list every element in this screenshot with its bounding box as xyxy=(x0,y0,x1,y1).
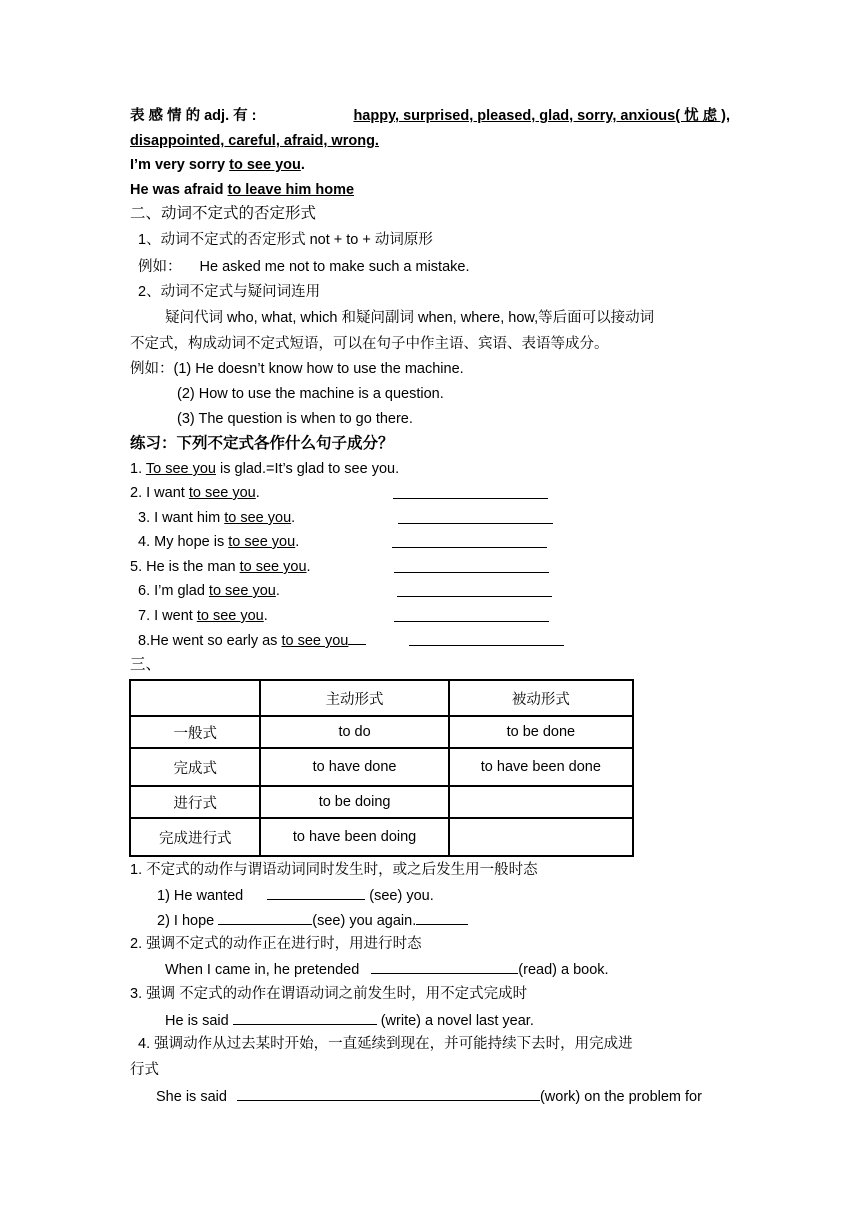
exercise-item xyxy=(138,630,366,651)
section-2-point-2: 2、动词不定式与疑问词连用 xyxy=(138,284,321,300)
answer-blank[interactable] xyxy=(397,582,552,597)
item-text: . xyxy=(263,608,268,624)
exercise-item xyxy=(130,483,260,503)
table-header-cell: 主动形式 xyxy=(260,680,448,716)
table-row-label: 完成进行式 xyxy=(130,818,260,856)
answer-blank[interactable] xyxy=(398,509,553,524)
item-underlined: to see you xyxy=(224,510,292,526)
section-3-heading: 三、 xyxy=(130,656,162,673)
table-row xyxy=(130,716,633,748)
example-text: (see) you. xyxy=(365,888,434,904)
table-cell: to have been done xyxy=(449,748,633,786)
intro-example-1 xyxy=(130,155,305,175)
section-2-example-4: (3) The question is when to go there. xyxy=(177,411,413,427)
answer-blank[interactable] xyxy=(416,910,468,925)
example-text: (write) a novel last year. xyxy=(376,1013,534,1029)
answer-blank[interactable] xyxy=(394,558,549,573)
exercise-heading: 练习：下列不定式各作什么句子成分？ xyxy=(130,435,394,452)
item-text: 6. I’m glad xyxy=(138,583,209,599)
table-row xyxy=(130,786,633,818)
answer-blank[interactable] xyxy=(392,533,547,548)
example-text: He was afraid xyxy=(130,182,228,198)
item-text: 1. xyxy=(130,461,146,477)
table-cell: to be doing xyxy=(260,786,448,818)
item-underlined: To see you xyxy=(145,461,216,477)
answer-blank[interactable] xyxy=(267,885,365,900)
example-text: (see) you again. xyxy=(312,913,417,929)
table-header-cell: 被动形式 xyxy=(449,680,633,716)
section-2-example-2 xyxy=(130,359,464,379)
item-text: . xyxy=(275,583,280,599)
item-underlined: to see you xyxy=(188,485,256,501)
underline-extension xyxy=(348,630,366,645)
table-cell: to have been doing xyxy=(260,818,448,856)
item-text: 8.He went so early as xyxy=(138,633,282,649)
item-text: 2. I want xyxy=(130,485,189,501)
example-label: 例如： xyxy=(138,259,182,275)
intro-adj-list-2: disappointed, careful, afraid, wrong. xyxy=(130,133,379,149)
table-cell: to have done xyxy=(260,748,448,786)
item-text: . xyxy=(306,559,311,575)
example-text: . xyxy=(300,157,305,173)
section-2-body-2: 不定式，构成动词不定式短语，可以在句子中作主语、宾语、表语等成分。 xyxy=(130,336,609,352)
answer-blank[interactable] xyxy=(394,607,549,622)
exercise-item xyxy=(130,459,399,479)
intro-example-2 xyxy=(130,180,354,200)
exercise-item xyxy=(130,557,311,577)
example-text: She is said xyxy=(156,1089,231,1105)
example-label: 例如： xyxy=(130,361,174,377)
item-text: . xyxy=(295,534,300,550)
answer-blank[interactable] xyxy=(409,631,564,646)
intro-prefix: 表 感 情 的 adj. 有 : xyxy=(130,108,257,124)
infinitive-forms-table xyxy=(129,679,634,857)
section-2-body-1: 疑问代词 who, what, which 和疑问副词 when, where, how,等后面可以接动词 xyxy=(165,310,655,326)
example-text: 1) He wanted xyxy=(157,888,244,904)
item-text: 7. I went xyxy=(138,608,197,624)
section-2-example-1 xyxy=(138,257,470,277)
example-text: (work) on the problem for xyxy=(539,1089,702,1105)
example-underlined: to leave him home xyxy=(227,182,355,198)
table-cell: to do xyxy=(260,716,448,748)
table-row-label: 完成式 xyxy=(130,748,260,786)
example-text: When I came in, he pretended xyxy=(165,962,364,978)
item-text: . xyxy=(291,510,296,526)
intro-line-1 xyxy=(130,106,730,126)
answer-blank[interactable] xyxy=(237,1086,540,1101)
example-text: (1) He doesn’t know how to use the machine. xyxy=(173,361,464,377)
table-cell xyxy=(449,786,633,818)
item-text: 5. He is the man xyxy=(130,559,240,575)
exercise-item xyxy=(138,606,268,626)
table-row xyxy=(130,818,633,856)
exercise-item xyxy=(138,508,295,528)
rule-2-example xyxy=(165,959,609,980)
section-2-point-1: 1、动词不定式的否定形式 not + to + 动词原形 xyxy=(138,232,433,248)
answer-blank[interactable] xyxy=(393,484,548,499)
rule-4-line-2: 行式 xyxy=(130,1062,159,1078)
example-text: I’m very sorry xyxy=(130,157,230,173)
rule-3: 3. 强调 不定式的动作在谓语动词之前发生时，用不定式完成时 xyxy=(130,986,528,1002)
table-cell xyxy=(130,680,260,716)
rule-1-example-b xyxy=(157,910,468,931)
item-underlined: to see you xyxy=(208,583,276,599)
rule-1: 1. 不定式的动作与谓语动词同时发生时，或之后发生用一般时态 xyxy=(130,862,538,878)
example-text: He asked me not to make such a mistake. xyxy=(199,259,470,275)
item-text: is glad.=It’s glad to see you. xyxy=(216,461,400,477)
example-underlined: to see you xyxy=(229,157,301,173)
table-row xyxy=(130,748,633,786)
table-row-label: 一般式 xyxy=(130,716,260,748)
answer-blank[interactable] xyxy=(218,910,312,925)
item-underlined: to see you xyxy=(239,559,307,575)
table-cell: to be done xyxy=(449,716,633,748)
rule-3-example xyxy=(165,1010,534,1031)
rule-4-example xyxy=(156,1086,702,1107)
exercise-item xyxy=(138,581,280,601)
answer-blank[interactable] xyxy=(233,1010,377,1025)
rule-4-line-1: 4. 强调动作从过去某时开始，一直延续到现在，并可能持续下去时，用完成进 xyxy=(138,1036,633,1052)
item-underlined: to see you xyxy=(228,534,296,550)
example-text: He is said xyxy=(165,1013,233,1029)
item-underlined: to see you xyxy=(196,608,264,624)
rule-2: 2. 强调不定式的动作正在进行时，用进行时态 xyxy=(130,936,422,952)
section-2-heading: 二、动词不定式的否定形式 xyxy=(130,205,317,222)
table-row-label: 进行式 xyxy=(130,786,260,818)
rule-1-example-a xyxy=(157,885,434,906)
item-underlined: to see you xyxy=(281,633,349,649)
answer-blank[interactable] xyxy=(371,959,518,974)
item-text: . xyxy=(255,485,260,501)
exercise-item xyxy=(138,532,299,552)
intro-adj-list-1: happy, surprised, pleased, glad, sorry, anxious( 忧 虑 ), xyxy=(353,108,730,124)
item-text: 3. I want him xyxy=(138,510,225,526)
example-text: 2) I hope xyxy=(157,913,219,929)
table-header-row xyxy=(130,680,633,716)
table-cell xyxy=(449,818,633,856)
item-text: 4. My hope is xyxy=(138,534,229,550)
section-2-example-3: (2) How to use the machine is a question. xyxy=(177,386,444,402)
example-text: (read) a book. xyxy=(518,962,609,978)
